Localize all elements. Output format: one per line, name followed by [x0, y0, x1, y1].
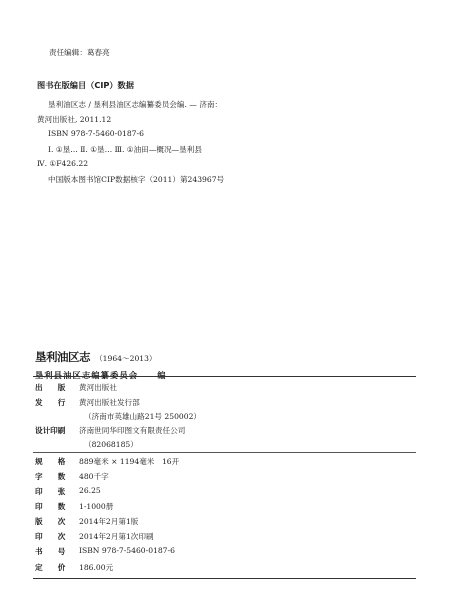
colophon-label: 印 次: [35, 532, 66, 541]
compiler-name: 垦利县油区志编纂委员会: [35, 370, 139, 380]
middle-rule: [33, 452, 416, 453]
colophon-value: ISBN 978-7-5460-0187-6: [79, 546, 175, 555]
cip-title: 图书在版编目（CIP）数据: [37, 80, 134, 90]
colophon-label: 印 张: [35, 487, 66, 496]
book-years: （1964～2013）: [95, 354, 157, 363]
colophon-value: （82068185）: [84, 440, 138, 449]
colophon-value: 2014年2月第1次印刷: [79, 532, 154, 541]
colophon-value: 1-1000册: [79, 502, 114, 511]
colophon-label: 设计印刷: [35, 426, 66, 435]
colophon-label: 发 行: [35, 398, 66, 407]
colophon-label: 定 价: [35, 563, 66, 572]
compiler-suffix: 编: [157, 370, 167, 380]
bottom-rule: [33, 578, 416, 579]
colophon-label: 出 版: [35, 383, 66, 392]
colophon-value: 2014年2月第1版: [79, 517, 139, 526]
colophon-value: 186.00元: [79, 563, 114, 572]
colophon-value: 889毫米 × 1194毫米 16开: [79, 457, 180, 466]
colophon-value: 黄河出版社: [79, 383, 117, 392]
colophon-label: 书 号: [35, 547, 66, 556]
cip-line: 垦利油区志 / 垦利县油区志编纂委员会编. — 济南：: [48, 100, 223, 109]
colophon-value: 黄河出版社发行部: [79, 398, 140, 407]
compiler-line: [35, 363, 167, 382]
cip-line: 黄河出版社, 2011.12: [37, 115, 112, 124]
colophon-label: 版 次: [35, 517, 66, 526]
top-rule: [33, 376, 416, 377]
colophon-value: 480千字: [79, 472, 109, 481]
book-title: 垦利油区志: [35, 350, 90, 364]
colophon-value: 26.25: [79, 486, 101, 495]
cip-line: Ⅰ. ①垦… Ⅱ. ①垦… Ⅲ. ①油田—概况—垦利县: [48, 145, 202, 154]
cip-line: 中国版本图书馆CIP数据核字（2011）第243967号: [48, 175, 225, 184]
cip-line: ISBN 978-7-5460-0187-6: [48, 129, 144, 138]
responsible-editor: 责任编辑：葛春亮: [49, 48, 110, 57]
cip-line: Ⅳ. ①F426.22: [37, 159, 89, 168]
colophon-value: （济南市英雄山路21号 250002）: [84, 412, 202, 421]
colophon-label: 印 数: [35, 502, 66, 511]
colophon-value: 济南世同华印图文有限责任公司: [79, 426, 186, 435]
colophon-label: 规 格: [35, 457, 66, 466]
colophon-label: 字 数: [35, 472, 66, 481]
